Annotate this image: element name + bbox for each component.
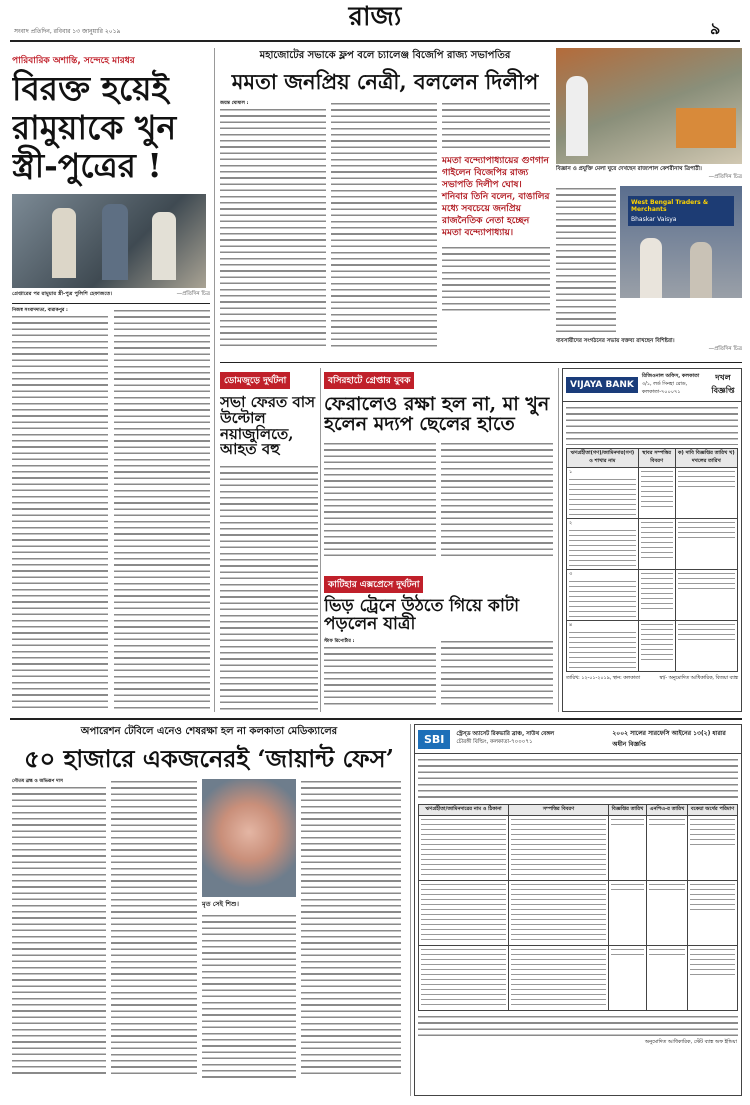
photo-right-text — [556, 186, 616, 336]
sbi-col-4: এনপিএ-র তারিখ — [646, 805, 687, 816]
vijaya-logo: VIJAYA BANK — [566, 377, 638, 393]
vijaya-col-2: স্থাবর সম্পত্তির বিবরণ — [638, 449, 675, 468]
divider-left — [214, 48, 215, 712]
sbi-col-3: বিজ্ঞপ্তির তারিখ — [609, 805, 647, 816]
story-left-byline: নিজস্ব সংবাদদাতা, বারাকপুর : — [12, 307, 68, 313]
story-top — [220, 48, 550, 358]
photo-governor-credit: —প্রতিদিন চিত্র — [708, 174, 742, 180]
rule-mid — [220, 362, 742, 363]
sbi-signature: অনুমোদিত আধিকারিক, স্টেট ব্যাঙ্ক অফ ইন্ডিয়া — [644, 1039, 737, 1045]
rule-lower — [10, 718, 742, 720]
sbi-address: চৌরঙ্গী বিল্ডিং, কলকাতা-৭০০০৭১ — [456, 739, 533, 745]
story-top-col-1 — [220, 107, 326, 347]
story-bottom-col-4 — [301, 779, 401, 1075]
story-top-pullquote: মমতা বন্দ্যোপাধ্যায়ের গুণগান গাইলেন বিজেপির রাজ্য সভাপতি দিলীপ ঘোষ। শনিবার তিনি বলেন, বাঙালির মধ্যে সবচেয়ে জনপ্রিয় রাজনৈতিক নেতা হচ্ছেন মমতা বন্দ্যোপাধ্যায়। — [442, 156, 550, 239]
sbi-col-2: সম্পত্তির বিবরণ — [509, 805, 609, 816]
vijaya-notice-title: দখল বিজ্ঞপ্তি — [711, 373, 735, 395]
story-left — [12, 48, 210, 712]
story-top-col-2 — [331, 101, 437, 347]
story-left-headline-2: রামুয়াকে খুন — [12, 107, 177, 147]
story-bottom-col-3 — [202, 913, 296, 1079]
story-left-body-col-2 — [114, 308, 210, 712]
vijaya-branch: রিজিওনাল অফিস, কলকাতা — [641, 373, 700, 379]
story-left-credit: —প্রতিদিন চিত্র — [176, 290, 210, 297]
story-top-col-3a — [442, 101, 550, 149]
masthead — [0, 0, 750, 42]
masthead-rule — [10, 40, 740, 42]
story-bus-headline: সভা ফেরত বাস উল্টোল নয়াজুলিতে, আহত বহু — [220, 393, 316, 459]
sbi-table — [418, 804, 738, 1011]
vijaya-address: ৩/১, লর্ড সিনহা রোড, কলকাতা-৭০০০৭১ — [641, 381, 688, 395]
story-bottom-headline: ৫০ হাজারে একজনেরই ‘জায়ান্ট ফেস’ — [24, 744, 394, 773]
table-row — [419, 946, 738, 1011]
story-top-subhead: মহাজোটের সভাকে ফ্লপ বলে চ্যালেঞ্জ বিজেপি রাজ্য সভাপতির — [259, 50, 511, 61]
story-bottom-col-1 — [12, 785, 106, 1075]
story-train-col-1 — [324, 645, 436, 705]
story-train-byline: স্টাফ রিপোর্টার : — [324, 638, 355, 644]
table-row — [419, 881, 738, 946]
vijaya-signature: স্বা/- অনুমোদিত আধিকারিক, বিজয়া ব্যাঙ্ক — [659, 676, 738, 681]
story-bottom-photo — [202, 779, 296, 897]
story-bottom-col-2 — [111, 779, 197, 1075]
sbi-logo: SBI — [418, 730, 450, 749]
section-title: রাজ্য — [348, 4, 402, 32]
story-mother — [324, 368, 554, 568]
table-row: ৩ — [567, 570, 738, 621]
story-bottom-subhead: অপারেশন টেবিলে এনেও শেষরক্ষা হল না কলকাতা মেডিক্যালের — [80, 726, 338, 737]
vijaya-intro — [566, 405, 738, 445]
story-train-col-2 — [441, 639, 553, 705]
story-left-body-col-1 — [12, 314, 108, 712]
story-mother-col-1 — [324, 441, 436, 561]
sbi-col-5: বকেয়া অর্থের পরিমাণ — [687, 805, 737, 816]
story-train — [324, 572, 554, 712]
sbi-col-1: ঋণগ্রহীতা/জামিনদারের নাম ও ঠিকানা — [419, 805, 509, 816]
story-train-kicker: কাটিহার এক্সপ্রেসে দুর্ঘটনা — [324, 576, 423, 593]
story-bottom — [12, 724, 406, 1096]
table-row: ২ — [567, 519, 738, 570]
photo-traders — [620, 186, 742, 298]
sbi-branch: স্ট্রেস্‌ড অ্যাসেট রিকভারি ব্রাঞ্চ, সাউথ বেঙ্গল — [456, 731, 555, 737]
story-left-headline-3: স্ত্রী-পুত্রের ! — [12, 146, 162, 186]
story-bottom-byline: গৌতম ব্রহ্ম ও অভিরূপ দাস — [12, 779, 63, 785]
story-train-headline: ভিড় ট্রেনে উঠতে গিয়ে কাটা পড়লেন যাত্রী — [324, 596, 520, 634]
photo-governor — [556, 48, 742, 164]
story-bus-kicker: ডোমজুড়ে দুর্ঘটনা — [220, 372, 290, 389]
story-mother-headline: ফেরালেও রক্ষা হল না, মা খুন হলেন মদ্যপ ছেলের হাতে — [324, 393, 550, 435]
banner-sub: Bhaskar Vaisya — [631, 216, 677, 223]
ad-vijaya — [562, 368, 742, 712]
photo-traders-caption: ব্যবসায়ীদের সংগঠনের সভায় বক্তব্য রাখছেন বিশিষ্টরা। — [556, 338, 675, 344]
vijaya-col-1: ঋণগ্রহীতা(গণ)/জামিনদার(গণ) ও শাখার নাম — [567, 449, 639, 468]
story-left-caption: গ্রেপ্তারের পর রামুয়ার স্ত্রী-পুত্র পুলিশি হেফাজতে। — [12, 290, 113, 297]
page-number: ৯ — [710, 19, 721, 38]
sbi-intro — [418, 757, 738, 801]
story-left-photo — [12, 194, 206, 288]
ad-sbi — [414, 724, 742, 1096]
vijaya-table — [566, 448, 738, 672]
dateline: সংবাদ প্রতিদিন, রবিবার ১৩ জানুয়ারি ২০১৯ — [14, 28, 121, 35]
story-bus-body — [220, 464, 318, 712]
story-top-headline: মমতা জনপ্রিয় নেত্রী, বললেন দিলীপ — [231, 69, 539, 94]
photo-right-block — [556, 48, 742, 358]
vijaya-footer-date: তারিখ: ১২-০১-২০১৯, স্থান: কলকাতা — [566, 676, 640, 681]
table-row: ১ — [567, 468, 738, 519]
story-mother-kicker: বসিরহাটে গ্রেপ্তার যুবক — [324, 372, 414, 389]
story-mother-col-2 — [441, 441, 553, 561]
sbi-notice-title: ২০০২ সালের সারফেসি আইনের ১৩(২) ধারার অধীন বিজ্ঞপ্তি — [612, 730, 726, 748]
story-bottom-caption: মৃত সেই শিশু। — [202, 900, 239, 909]
photo-governor-caption: বিজ্ঞান ও প্রযুক্তি মেলা ঘুরে দেখছেন রাজ্যপাল কেশরীনাথ ত্রিপাঠী। — [556, 166, 702, 172]
table-row — [419, 816, 738, 881]
story-top-byline: জয়ন্ত ঘোষাল : — [220, 101, 249, 107]
story-top-col-3b — [442, 245, 550, 313]
vijaya-col-3: ক) দাবি বিজ্ঞপ্তির তারিখ খ) দখলের তারিখ — [675, 449, 737, 468]
banner-text: West Bengal Traders & Merchants — [631, 199, 709, 213]
story-bus — [220, 368, 318, 712]
story-left-kicker: পারিবারিক অশান্তি, সন্দেহে মারধর — [12, 56, 135, 66]
sbi-footer-text — [418, 1014, 738, 1036]
photo-traders-credit: —প্রতিদিন চিত্র — [708, 346, 742, 352]
table-row: ৪ — [567, 621, 738, 672]
story-left-headline-1: বিরক্ত হয়েই — [12, 69, 169, 108]
